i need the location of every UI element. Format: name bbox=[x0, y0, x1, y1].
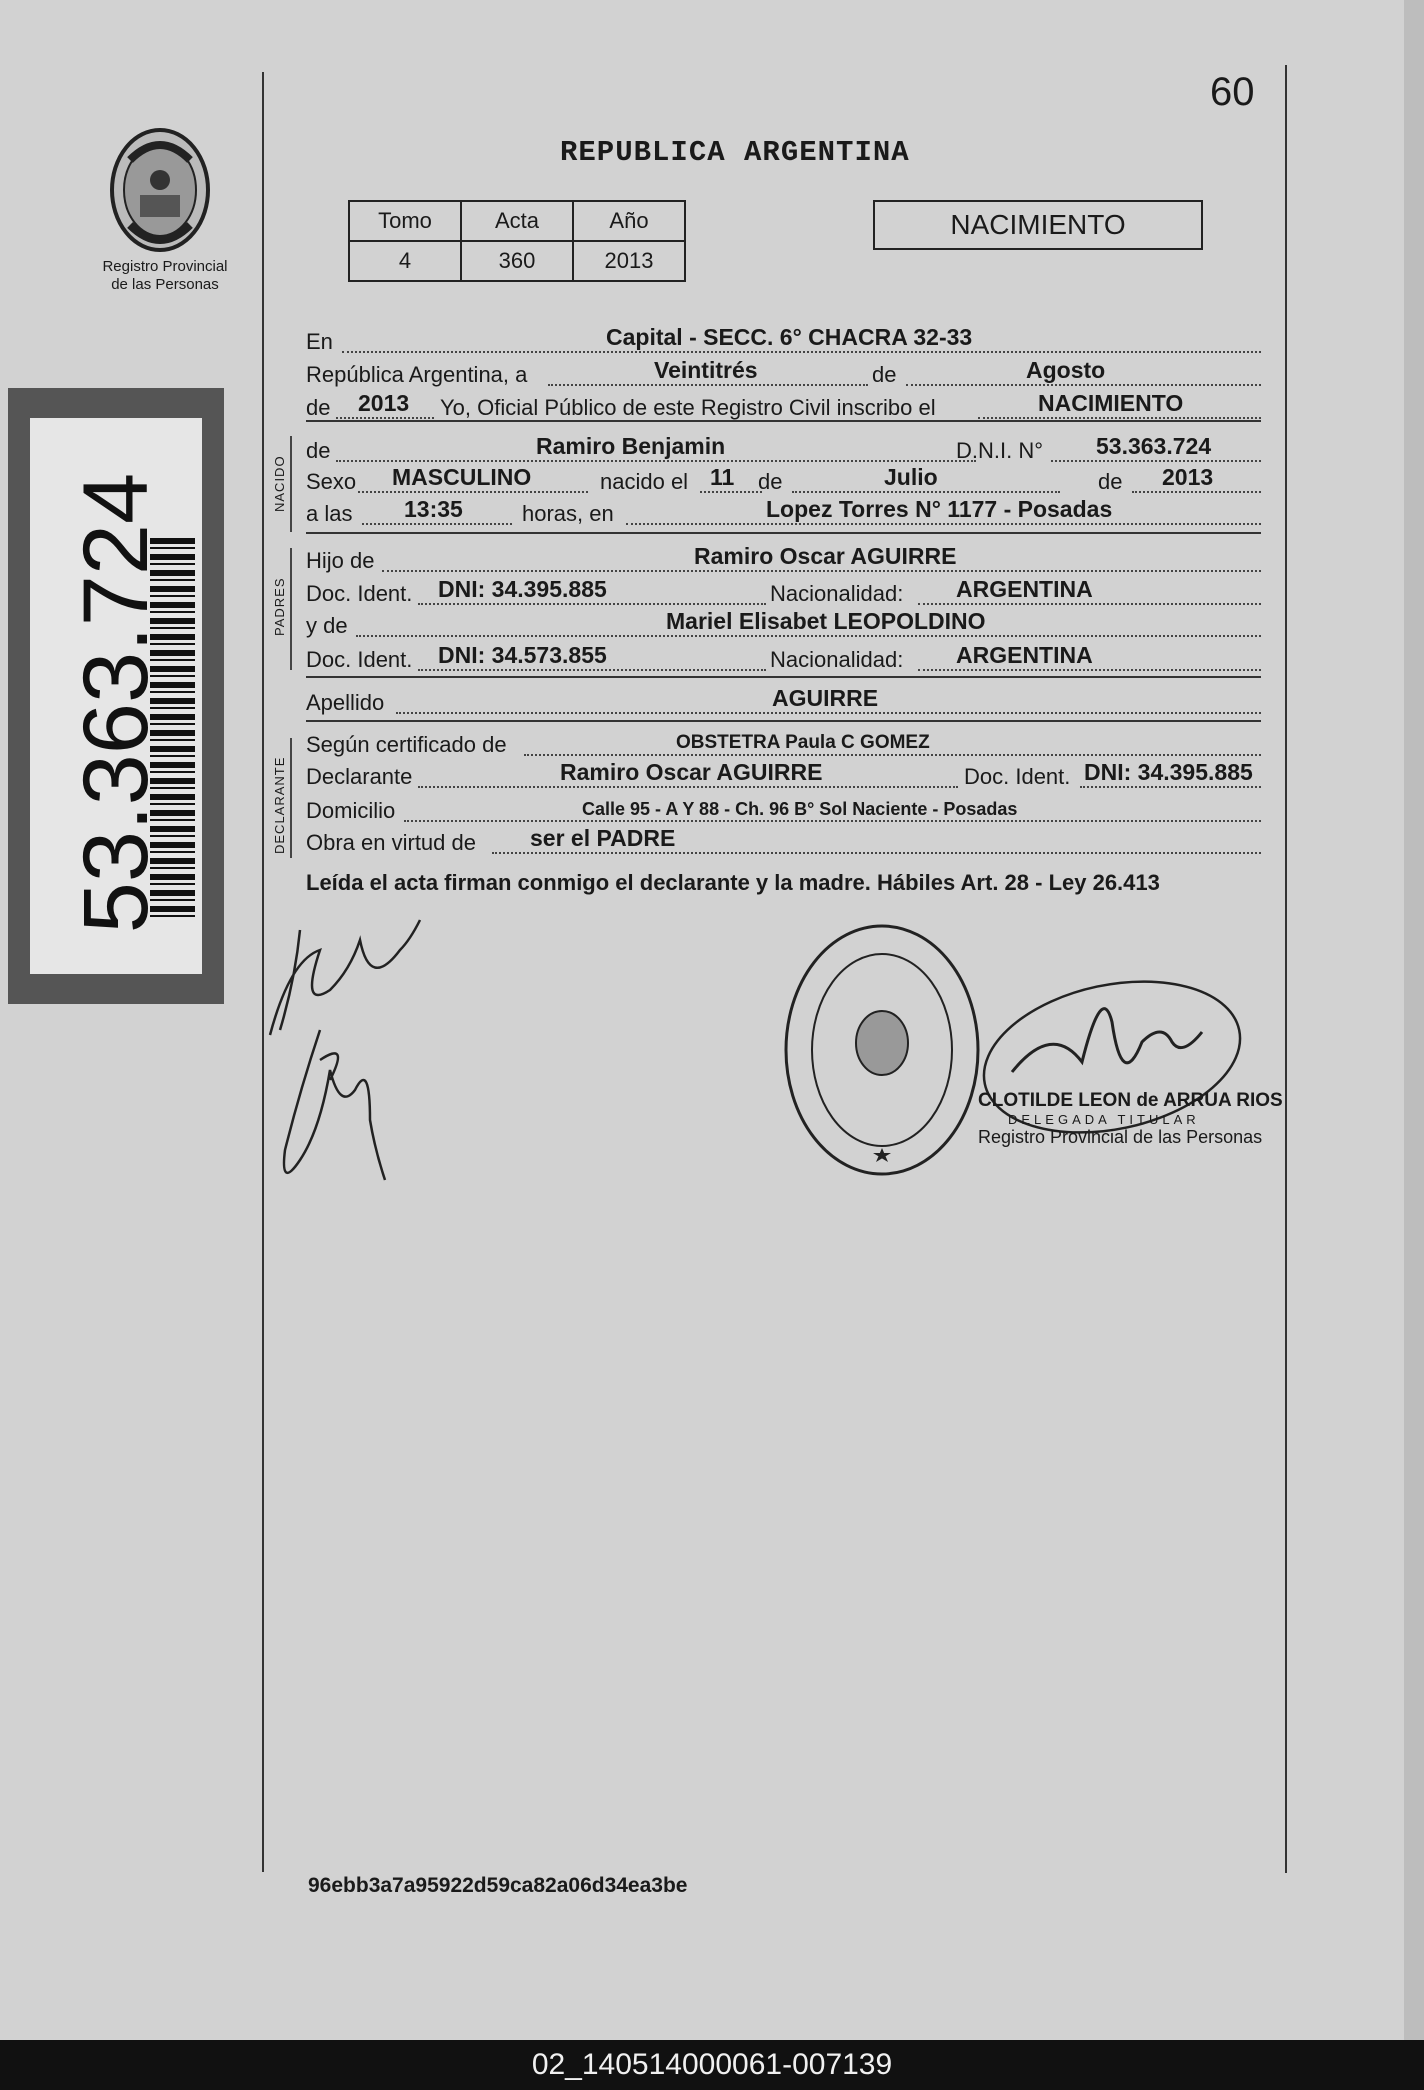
official-stamp bbox=[780, 918, 985, 1183]
label-doc2: Doc. Ident. bbox=[306, 647, 413, 672]
row-padre bbox=[306, 544, 1261, 578]
dotted-line bbox=[1080, 786, 1261, 788]
right-margin-line bbox=[1285, 65, 1287, 1873]
row-doc1 bbox=[306, 577, 1261, 611]
label-domicilio: Domicilio bbox=[306, 798, 396, 823]
label-republica: República Argentina, a bbox=[306, 362, 528, 387]
label-hijo: Hijo de bbox=[306, 548, 375, 573]
dotted-line bbox=[418, 786, 958, 788]
label-obra: Obra en virtud de bbox=[306, 830, 476, 855]
row-apellido bbox=[306, 686, 1261, 720]
separator bbox=[306, 532, 1261, 534]
separator bbox=[306, 720, 1261, 722]
official-org: Registro Provincial de las Personas bbox=[978, 1127, 1263, 1147]
label-nac1: Nacionalidad: bbox=[770, 581, 904, 606]
value-nacido-dia: 11 bbox=[710, 464, 735, 490]
dotted-line bbox=[548, 384, 868, 386]
value-doc1: DNI: 34.395.885 bbox=[438, 576, 607, 602]
label-doc-declarante: Doc. Ident. bbox=[964, 764, 1071, 789]
value-dia: Veintitrés bbox=[654, 357, 758, 383]
value-padre: Ramiro Oscar AGUIRRE bbox=[694, 543, 957, 569]
dotted-line bbox=[336, 460, 976, 462]
section-label-declarante: DECLARANTE bbox=[272, 756, 287, 854]
row-hora bbox=[306, 497, 1261, 531]
stamp-number: 53.363.724 bbox=[65, 472, 167, 934]
section-label-padres: PADRES bbox=[272, 577, 287, 636]
dotted-line bbox=[342, 351, 1261, 353]
label-nacido-de2: de bbox=[1098, 469, 1123, 494]
label-nac2: Nacionalidad: bbox=[770, 647, 904, 672]
security-stamp-strip bbox=[8, 388, 224, 1004]
row-sexo bbox=[306, 465, 1261, 499]
dotted-line bbox=[524, 754, 1261, 756]
section-bar-declarante bbox=[290, 738, 292, 858]
official-role: DELEGADA TITULAR bbox=[1008, 1112, 1200, 1127]
value-en: Capital - SECC. 6° CHACRA 32-33 bbox=[606, 324, 973, 350]
row-fecha bbox=[306, 358, 1261, 392]
value-mes: Agosto bbox=[1026, 357, 1106, 383]
official-name: CLOTILDE LEON de ARRUA RIOS bbox=[978, 1090, 1283, 1111]
value-acta: 360 bbox=[461, 241, 573, 281]
value-hora: 13:35 bbox=[404, 496, 463, 522]
header-tomo: Tomo bbox=[349, 201, 461, 241]
label-declarante: Declarante bbox=[306, 764, 413, 789]
dotted-line bbox=[918, 669, 1261, 671]
label-yde: y de bbox=[306, 613, 348, 638]
section-label-nacido: NACIDO bbox=[272, 455, 287, 512]
record-table bbox=[348, 200, 686, 282]
handwritten-signature bbox=[260, 890, 440, 1210]
dotted-line bbox=[1132, 491, 1261, 493]
value-doc2: DNI: 34.573.855 bbox=[438, 642, 607, 668]
dotted-line bbox=[358, 491, 588, 493]
dotted-line bbox=[418, 669, 766, 671]
document-title: REPUBLICA ARGENTINA bbox=[560, 136, 910, 169]
row-nombre bbox=[306, 434, 1261, 468]
separator bbox=[306, 420, 1261, 422]
document-hash: 96ebb3a7a95922d59ca82a06d34ea3be bbox=[308, 1874, 688, 1897]
value-nac1: ARGENTINA bbox=[956, 576, 1093, 602]
value-certificado: OBSTETRA Paula C GOMEZ bbox=[676, 732, 930, 753]
dotted-line bbox=[626, 523, 1261, 525]
label-nombre: de bbox=[306, 438, 331, 463]
official-signature bbox=[972, 962, 1252, 1182]
scan-footer-id: 02_140514000061-007139 bbox=[0, 2040, 1424, 2090]
dotted-line bbox=[356, 635, 1261, 637]
label-dni: D.N.I. N° bbox=[956, 438, 1044, 463]
value-dni: 53.363.724 bbox=[1096, 433, 1212, 459]
dotted-line bbox=[418, 603, 766, 605]
dotted-line bbox=[404, 820, 1261, 822]
caption-line-1: Registro Provincial bbox=[102, 258, 228, 275]
label-alas: a las bbox=[306, 501, 353, 526]
stamp-inner bbox=[30, 418, 202, 974]
section-bar-padres bbox=[290, 548, 292, 670]
label-certificado: Según certificado de bbox=[306, 732, 507, 757]
dotted-line bbox=[906, 384, 1261, 386]
value-inscribo: NACIMIENTO bbox=[1038, 390, 1184, 416]
header-anio: Año bbox=[573, 201, 685, 241]
row-certificado bbox=[306, 728, 1261, 762]
value-anio: 2013 bbox=[573, 241, 685, 281]
record-type-box: NACIMIENTO bbox=[873, 200, 1203, 250]
separator bbox=[306, 676, 1261, 678]
dotted-line bbox=[918, 603, 1261, 605]
value-domicilio: Calle 95 - A Y 88 - Ch. 96 B° Sol Naciente - Posadas bbox=[582, 799, 1018, 819]
row-doc2 bbox=[306, 643, 1261, 677]
label-nacido-de: de bbox=[758, 469, 783, 494]
label-oficial: Yo, Oficial Público de este Registro Civil inscribo el bbox=[440, 395, 936, 420]
label-nacido: nacido el bbox=[600, 469, 689, 494]
value-obra: ser el PADRE bbox=[530, 825, 676, 851]
value-madre: Mariel Elisabet LEOPOLDINO bbox=[666, 608, 986, 634]
dotted-line bbox=[1051, 460, 1261, 462]
row-obra bbox=[306, 826, 1261, 860]
registro-caption bbox=[80, 258, 250, 294]
dotted-line bbox=[492, 852, 1261, 854]
row-domicilio bbox=[306, 794, 1261, 828]
value-nacido-anio: 2013 bbox=[1162, 464, 1214, 490]
row-en bbox=[306, 325, 1261, 359]
dotted-line bbox=[396, 712, 1261, 714]
value-nac2: ARGENTINA bbox=[956, 642, 1093, 668]
value-lugar: Lopez Torres N° 1177 - Posadas bbox=[766, 496, 1113, 522]
label-de2: de bbox=[306, 395, 331, 420]
value-anio: 2013 bbox=[358, 390, 410, 416]
label-de: de bbox=[872, 362, 897, 387]
row-madre bbox=[306, 609, 1261, 643]
dotted-line bbox=[382, 570, 1261, 572]
caption-line-2: de las Personas bbox=[111, 276, 219, 293]
label-en: En bbox=[306, 329, 333, 354]
row-declarante bbox=[306, 760, 1261, 794]
value-doc-declarante: DNI: 34.395.885 bbox=[1084, 759, 1253, 785]
value-nacido-mes: Julio bbox=[884, 464, 938, 490]
dotted-line bbox=[700, 491, 762, 493]
value-sexo: MASCULINO bbox=[392, 464, 532, 490]
dotted-line bbox=[978, 417, 1261, 419]
provincia-seal-icon bbox=[105, 120, 215, 260]
header-acta: Acta bbox=[461, 201, 573, 241]
label-sexo: Sexo bbox=[306, 469, 357, 494]
label-doc1: Doc. Ident. bbox=[306, 581, 413, 606]
dotted-line bbox=[362, 523, 512, 525]
label-horas: horas, en bbox=[522, 501, 614, 526]
dotted-line bbox=[336, 417, 434, 419]
closing-statement: Leída el acta firman conmigo el declarante y la madre. Hábiles Art. 28 - Ley 26.413 bbox=[306, 870, 1160, 895]
value-nombre: Ramiro Benjamin bbox=[536, 433, 726, 459]
section-bar-nacido bbox=[290, 436, 292, 532]
label-apellido: Apellido bbox=[306, 690, 385, 715]
dotted-line bbox=[792, 491, 1060, 493]
value-tomo: 4 bbox=[349, 241, 461, 281]
page-number: 60 bbox=[1210, 70, 1255, 114]
value-apellido: AGUIRRE bbox=[772, 685, 879, 711]
value-declarante: Ramiro Oscar AGUIRRE bbox=[560, 759, 823, 785]
signature-block bbox=[978, 1090, 1283, 1148]
